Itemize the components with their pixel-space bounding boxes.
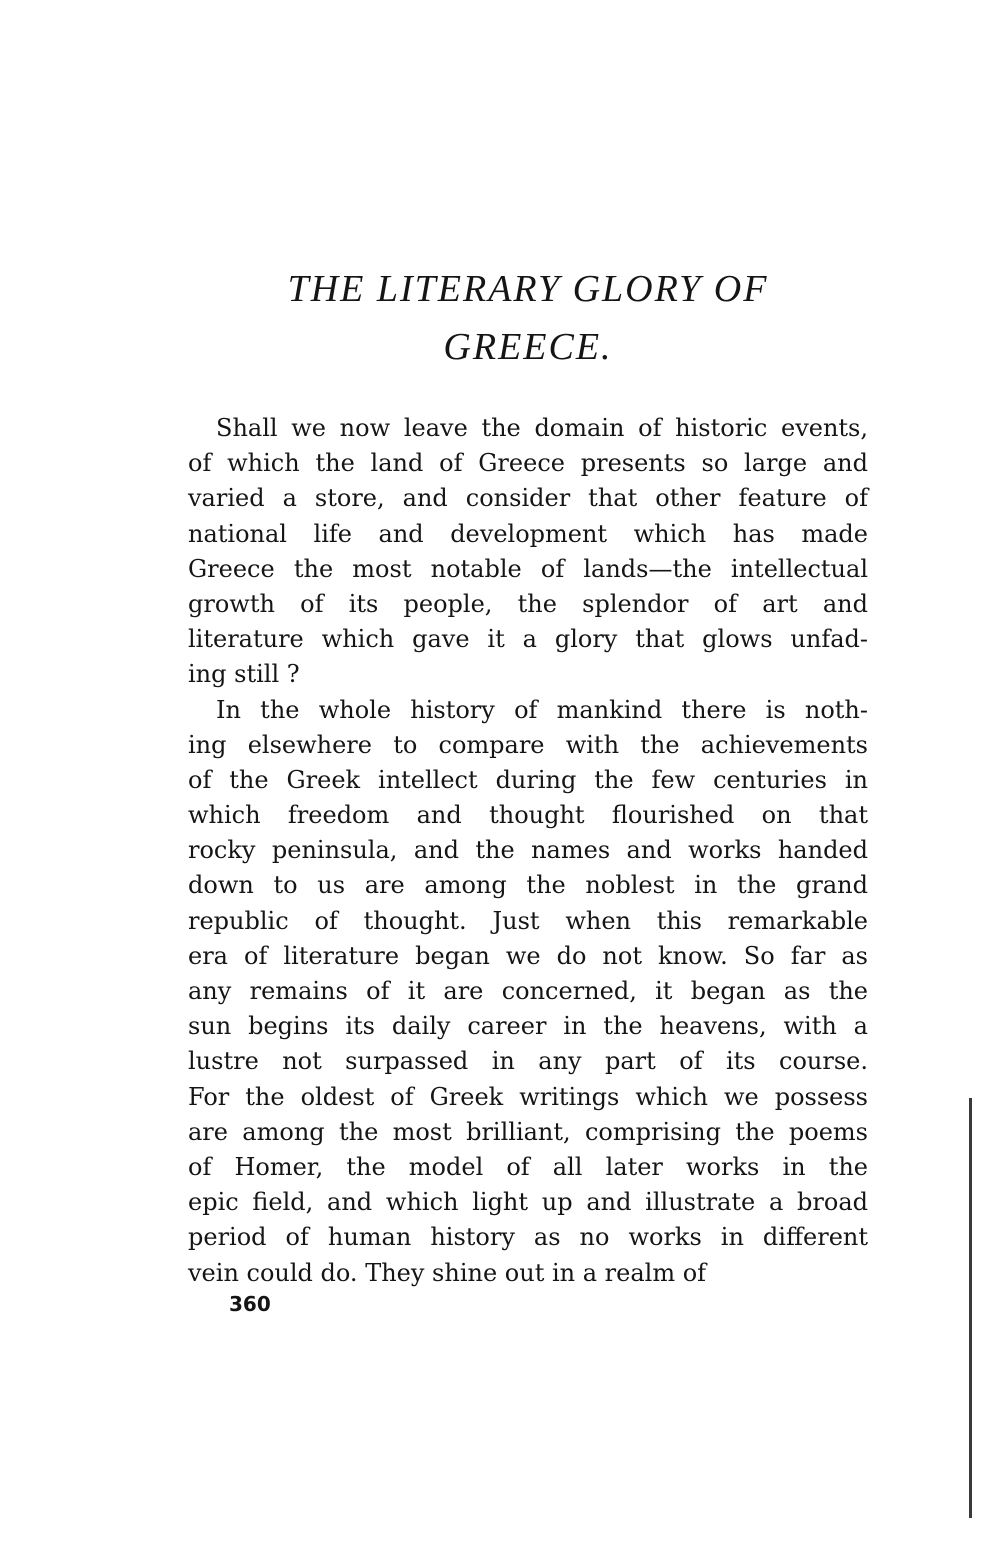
text-line: national life and development which has made [188, 519, 868, 548]
text-line: of which the land of Greece presents so large and [188, 449, 868, 478]
text-line: era of literature began we do not know. So far as [188, 941, 868, 970]
text-line: rocky peninsula, and the names and works handed [188, 836, 868, 865]
text-line: vein could do. They shine out in a realm of [188, 1258, 707, 1287]
text-line: republic of thought. Just when this remarkable [188, 906, 868, 935]
text-line: ing elsewhere to compare with the achievements [188, 730, 868, 759]
page-number: 360 [229, 1292, 271, 1316]
text-line: period of human history as no works in different [188, 1223, 868, 1252]
text-line: lustre not surpassed in any part of its course. [188, 1047, 868, 1076]
chapter-title-line-1: THE LITERARY GLORY OF [287, 268, 769, 310]
text-line: ing still ? [188, 660, 300, 689]
text-line: of the Greek intellect during the few centuries in [188, 765, 868, 794]
text-line: In the whole history of mankind there is noth- [216, 695, 868, 724]
text-line: varied a store, and consider that other feature of [188, 484, 868, 513]
text-line: any remains of it are concerned, it began as the [188, 977, 868, 1005]
scan-margin-rule [969, 1098, 972, 1518]
text-line: are among the most brilliant, comprising the poems [188, 1117, 868, 1146]
text-line: which freedom and thought flourished on that [188, 801, 868, 830]
text-line: growth of its people, the splendor of art and [188, 589, 868, 618]
text-line: sun begins its daily career in the heavens, with a [188, 1012, 868, 1041]
text-line: For the oldest of Greek writings which we possess [188, 1082, 868, 1111]
text-line: down to us are among the noblest in the grand [188, 871, 868, 900]
body-text [188, 411, 868, 1291]
chapter-title-line-2: GREECE. [443, 326, 613, 368]
text-line: Shall we now leave the domain of historic events, [216, 414, 868, 442]
text-line: literature which gave it a glory that glows unfad- [188, 625, 868, 654]
text-line: Greece the most notable of lands—the intellectual [188, 554, 868, 583]
text-line: of Homer, the model of all later works in the [188, 1152, 868, 1181]
text-line: epic field, and which light up and illustrate a broad [188, 1188, 868, 1217]
chapter-title [188, 260, 868, 376]
